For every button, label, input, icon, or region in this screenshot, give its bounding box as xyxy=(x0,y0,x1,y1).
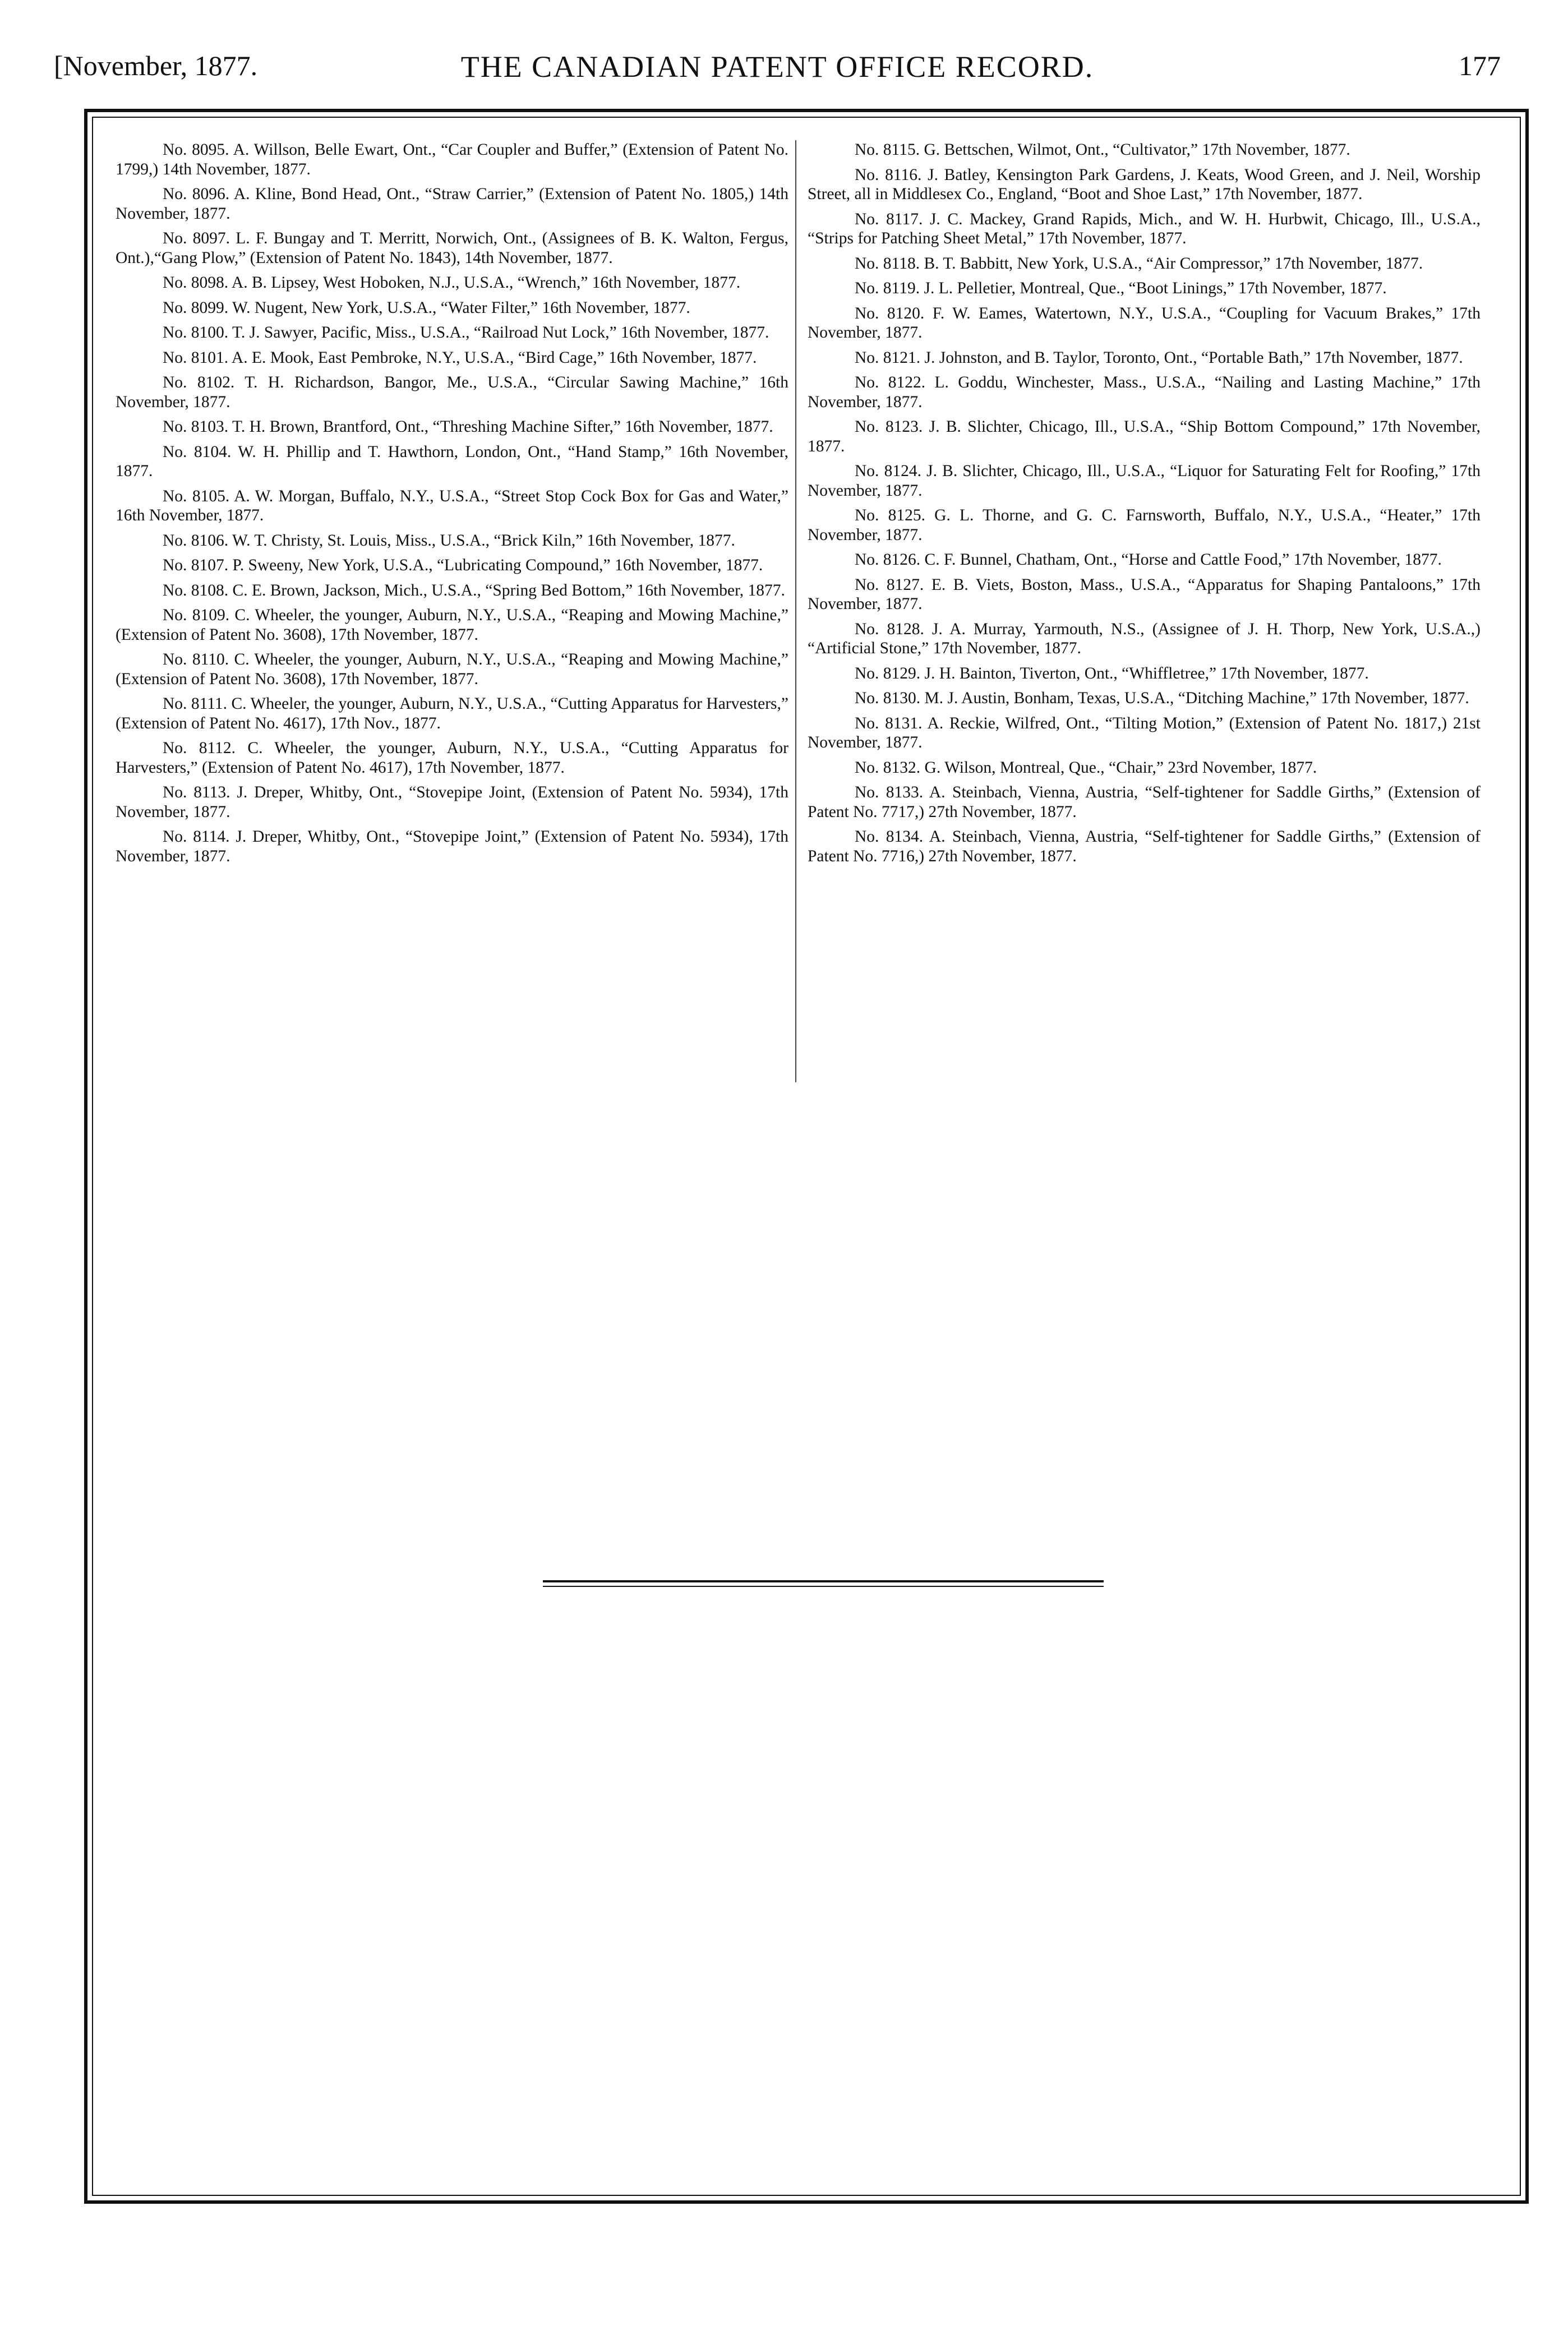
patent-entry: No. 8123. J. B. Slichter, Chicago, Ill., U.S.A., “Ship Bottom Compound,” 17th November, 1877. xyxy=(808,418,1481,455)
patent-entry: No. 8128. J. A. Murray, Yarmouth, N.S., (Assignee of J. H. Thorp, New York, U.S.A.,) “Artificial Stone,” 17th November, 1877. xyxy=(808,620,1481,657)
section-end-rule xyxy=(543,1580,1104,1582)
section-end-rule xyxy=(543,1586,1104,1587)
issue-date: [November, 1877. xyxy=(54,50,258,81)
right-column xyxy=(808,140,1481,871)
patent-entry: No. 8104. W. H. Phillip and T. Hawthorn, London, Ont., “Hand Stamp,” 16th November, 1877. xyxy=(116,442,788,480)
patent-entry: No. 8121. J. Johnston, and B. Taylor, Toronto, Ont., “Portable Bath,” 17th November, 1877. xyxy=(855,348,1463,367)
patent-entry: No. 8130. M. J. Austin, Bonham, Texas, U.S.A., “Ditching Machine,” 17th November, 1877. xyxy=(855,689,1469,707)
page-header xyxy=(54,49,1501,94)
patent-entry: No. 8097. L. F. Bungay and T. Merritt, Norwich, Ont., (Assignees of B. K. Walton, Fergus, Ont.),“Gang Plow,” (Extension of Patent No. 1843), 14th November, 1877. xyxy=(116,229,788,267)
patent-entry: No. 8133. A. Steinbach, Vienna, Austria, “Self-tightener for Saddle Girths,” (Extension of Patent No. 7717,) 27th November, 1877. xyxy=(808,783,1481,821)
patent-entry: No. 8100. T. J. Sawyer, Pacific, Miss., U.S.A., “Railroad Nut Lock,” 16th November, 1877. xyxy=(163,324,769,341)
patent-entry: No. 8106. W. T. Christy, St. Louis, Miss., U.S.A., “Brick Kiln,” 16th November, 1877. xyxy=(163,531,735,550)
patent-entry: No. 8113. J. Dreper, Whitby, Ont., “Stovepipe Joint, (Extension of Patent No. 5934), 17th November, 1877. xyxy=(116,783,788,821)
patent-entry: No. 8103. T. H. Brown, Brantford, Ont., “Threshing Machine Sifter,” 16th November, 1877. xyxy=(163,418,773,436)
patent-entry: No. 8105. A. W. Morgan, Buffalo, N.Y., U.S.A., “Street Stop Cock Box for Gas and Water,” 16th November, 1877. xyxy=(116,487,788,524)
patent-entry: No. 8112. C. Wheeler, the younger, Auburn, N.Y., U.S.A., “Cutting Apparatus for Harvesters,” (Extension of Patent No. 4617), 17th November, 1877. xyxy=(116,739,788,777)
patent-entry: No. 8102. T. H. Richardson, Bangor, Me., U.S.A., “Circular Sawing Machine,” 16th November, 1877. xyxy=(116,373,788,411)
patent-entry: No. 8110. C. Wheeler, the younger, Auburn, N.Y., U.S.A., “Reaping and Mowing Machine,” (Extension of Patent No. 3608), 17th November, 1877. xyxy=(116,650,788,688)
patent-entry: No. 8124. J. B. Slichter, Chicago, Ill., U.S.A., “Liquor for Saturating Felt for Roofing,” 17th November, 1877. xyxy=(808,462,1481,500)
patent-entry: No. 8114. J. Dreper, Whitby, Ont., “Stovepipe Joint,” (Extension of Patent No. 5934), 17th November, 1877. xyxy=(116,828,788,865)
patent-entry: No. 8115. G. Bettschen, Wilmot, Ont., “Cultivator,” 17th November, 1877. xyxy=(855,141,1350,159)
patent-entry: No. 8099. W. Nugent, New York, U.S.A., “Water Filter,” 16th November, 1877. xyxy=(163,298,690,317)
patent-entry: No. 8098. A. B. Lipsey, West Hoboken, N.J., U.S.A., “Wrench,” 16th November, 1877. xyxy=(163,274,741,292)
patent-entry: No. 8119. J. L. Pelletier, Montreal, Que., “Boot Linings,” 17th November, 1877. xyxy=(855,279,1387,297)
page-number: 177 xyxy=(1459,50,1501,81)
patent-entry: No. 8125. G. L. Thorne, and G. C. Farnsworth, Buffalo, N.Y., U.S.A., “Heater,” 17th November, 1877. xyxy=(808,506,1481,544)
left-column xyxy=(116,140,788,871)
patent-entry: No. 8131. A. Reckie, Wilfred, Ont., “Tilting Motion,” (Extension of Patent No. 1817,) 21st November, 1877. xyxy=(808,714,1481,751)
patent-entry: No. 8107. P. Sweeny, New York, U.S.A., “Lubricating Compound,” 16th November, 1877. xyxy=(163,556,763,574)
patent-entry: No. 8134. A. Steinbach, Vienna, Austria, “Self-tightener for Saddle Girths,” (Extension of Patent No. 7716,) 27th November, 1877. xyxy=(808,828,1481,865)
patent-entry: No. 8116. J. Batley, Kensington Park Gardens, J. Keats, Wood Green, and J. Neil, Worship Street, all in Middlesex Co., England, “Boot and Shoe Last,” 17th November, 1877. xyxy=(808,165,1481,203)
patent-entry: No. 8101. A. E. Mook, East Pembroke, N.Y., U.S.A., “Bird Cage,” 16th November, 1877. xyxy=(163,348,757,367)
patent-entry: No. 8109. C. Wheeler, the younger, Auburn, N.Y., U.S.A., “Reaping and Mowing Machine,” (Extension of Patent No. 3608), 17th November, 1877. xyxy=(116,606,788,644)
column-divider xyxy=(795,140,796,1082)
patent-entry: No. 8126. C. F. Bunnel, Chatham, Ont., “Horse and Cattle Food,” 17th November, 1877. xyxy=(855,551,1442,569)
patent-entry: No. 8096. A. Kline, Bond Head, Ont., “Straw Carrier,” (Extension of Patent No. 1805,) 14th November, 1877. xyxy=(116,185,788,223)
patent-entry: No. 8111. C. Wheeler, the younger, Auburn, N.Y., U.S.A., “Cutting Apparatus for Harvesters,” (Extension of Patent No. 4617), 17th Nov., 1877. xyxy=(116,695,788,732)
patent-entry: No. 8122. L. Goddu, Winchester, Mass., U.S.A., “Nailing and Lasting Machine,” 17th November, 1877. xyxy=(808,373,1481,411)
patent-entry: No. 8117. J. C. Mackey, Grand Rapids, Mich., and W. H. Hurbwit, Chicago, Ill., U.S.A., “Strips for Patching Sheet Metal,” 17th November, 1877. xyxy=(808,210,1481,247)
patent-entry: No. 8118. B. T. Babbitt, New York, U.S.A., “Air Compressor,” 17th November, 1877. xyxy=(855,254,1423,273)
patent-entry: No. 8095. A. Willson, Belle Ewart, Ont., “Car Coupler and Buffer,” (Extension of Patent No. 1799,) 14th November, 1877. xyxy=(116,141,788,178)
publication-title: THE CANADIAN PATENT OFFICE RECORD. xyxy=(460,50,1094,84)
patent-entry: No. 8132. G. Wilson, Montreal, Que., “Chair,” 23rd November, 1877. xyxy=(855,758,1317,777)
patent-entry: No. 8129. J. H. Bainton, Tiverton, Ont., “Whiffletree,” 17th November, 1877. xyxy=(855,664,1369,682)
patent-entry: No. 8108. C. E. Brown, Jackson, Mich., U.S.A., “Spring Bed Bottom,” 16th November, 1877. xyxy=(163,581,785,599)
patent-entry: No. 8127. E. B. Viets, Boston, Mass., U.S.A., “Apparatus for Shaping Pantaloons,” 17th November, 1877. xyxy=(808,575,1481,613)
patent-entry: No. 8120. F. W. Eames, Watertown, N.Y., U.S.A., “Coupling for Vacuum Brakes,” 17th November, 1877. xyxy=(808,304,1481,341)
